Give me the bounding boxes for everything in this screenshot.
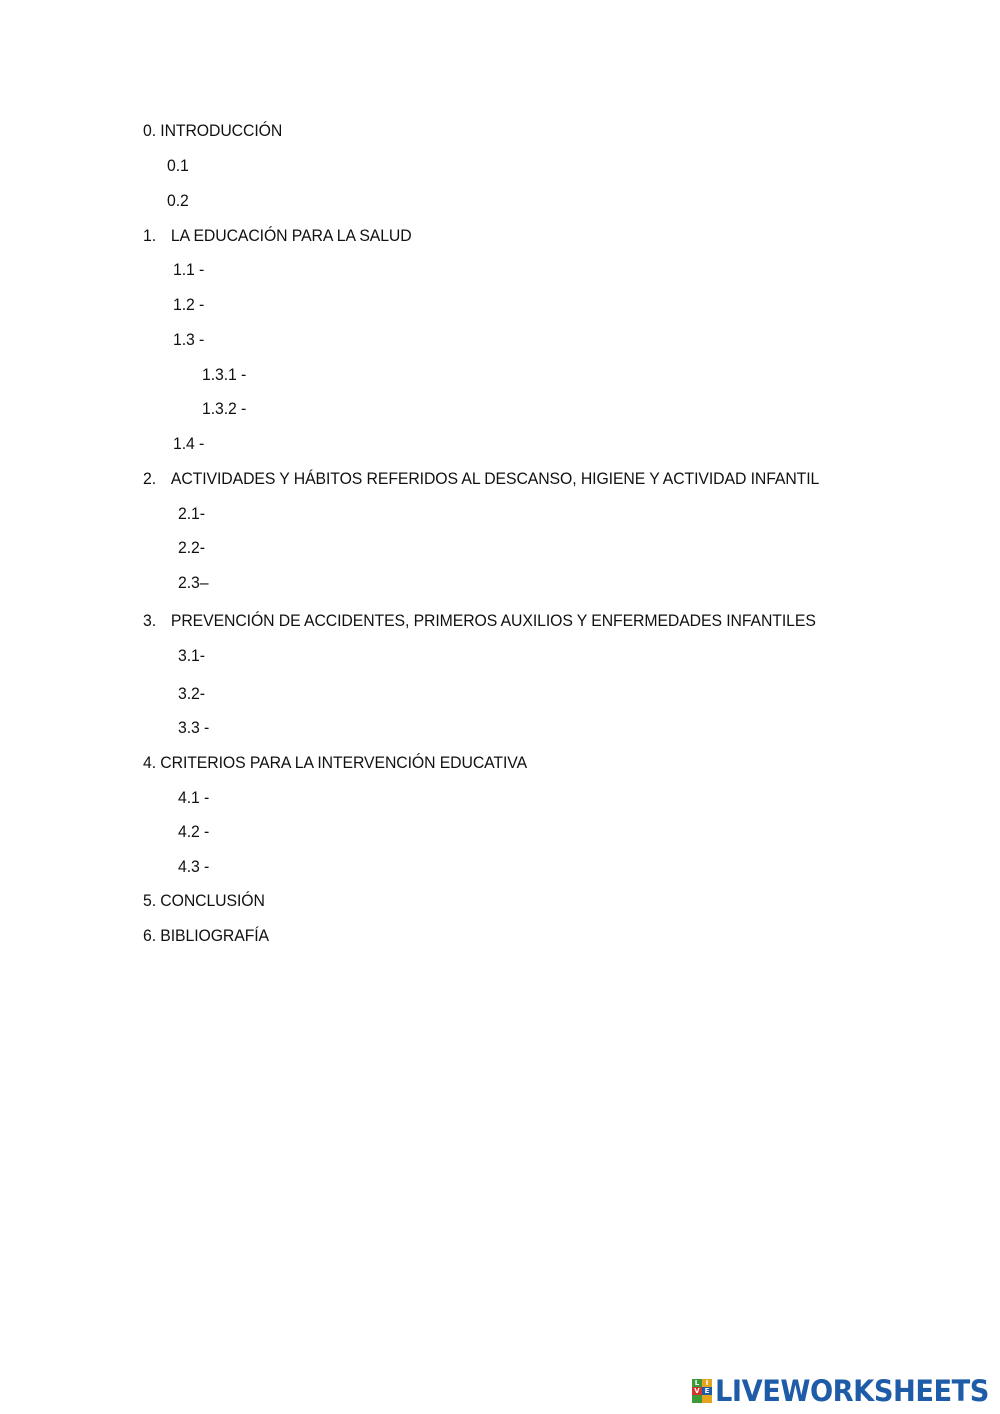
toc-section-5: 5. CONCLUSIÓN (143, 891, 265, 910)
toc-item-1-3-2: 1.3.2 - (202, 399, 247, 418)
liveworksheets-brand[interactable] (692, 1374, 1000, 1408)
toc-item-3-1: 3.1- (178, 646, 205, 665)
toc-item-1-4: 1.4 - (173, 434, 205, 453)
toc-item-0-2: 0.2 (167, 191, 189, 210)
toc-item-2-2: 2.2- (178, 538, 205, 557)
toc-section-3-title: PREVENCIÓN DE ACCIDENTES, PRIMEROS AUXILIOS Y ENFERMEDADES INFANTILES (170, 611, 816, 630)
logo-cell (692, 1395, 702, 1403)
toc-section-3-number: 3. (143, 611, 157, 630)
logo-cell: I (702, 1379, 712, 1387)
toc-section-1-number: 1. (143, 226, 157, 245)
liveworksheets-wordmark: LIVEWORKSHEETS (715, 1374, 989, 1408)
toc-section-1 (143, 226, 412, 246)
toc-item-3-2: 3.2- (178, 684, 205, 703)
logo-cell: E (702, 1387, 712, 1395)
toc-item-1-3: 1.3 - (173, 330, 205, 349)
toc-item-1-2: 1.2 - (173, 295, 205, 314)
toc-item-1-1: 1.1 - (173, 260, 205, 279)
toc-item-4-1: 4.1 - (178, 788, 210, 807)
liveworksheets-logo-icon (692, 1379, 712, 1403)
toc-section-2 (143, 469, 819, 489)
logo-cell: L (692, 1379, 702, 1387)
toc-item-4-2: 4.2 - (178, 822, 210, 841)
logo-cell (702, 1395, 712, 1403)
toc-item-2-3: 2.3– (178, 573, 209, 592)
toc-introduccion: 0. INTRODUCCIÓN (143, 121, 283, 140)
toc-section-1-title: LA EDUCACIÓN PARA LA SALUD (170, 226, 412, 245)
toc-item-0-1: 0.1 (167, 156, 189, 175)
toc-item-2-1: 2.1- (178, 504, 205, 523)
toc-section-2-number: 2. (143, 469, 157, 488)
toc-section-4: 4. CRITERIOS PARA LA INTERVENCIÓN EDUCATIVA (143, 753, 528, 772)
toc-item-1-3-1: 1.3.1 - (202, 365, 247, 384)
toc-section-2-title: ACTIVIDADES Y HÁBITOS REFERIDOS AL DESCANSO, HIGIENE Y ACTIVIDAD INFANTIL (170, 469, 820, 488)
toc-item-3-3: 3.3 - (178, 718, 210, 737)
logo-cell: V (692, 1387, 702, 1395)
toc-section-3 (143, 611, 816, 631)
toc-item-4-3: 4.3 - (178, 857, 210, 876)
toc-section-6: 6. BIBLIOGRAFÍA (143, 926, 270, 945)
